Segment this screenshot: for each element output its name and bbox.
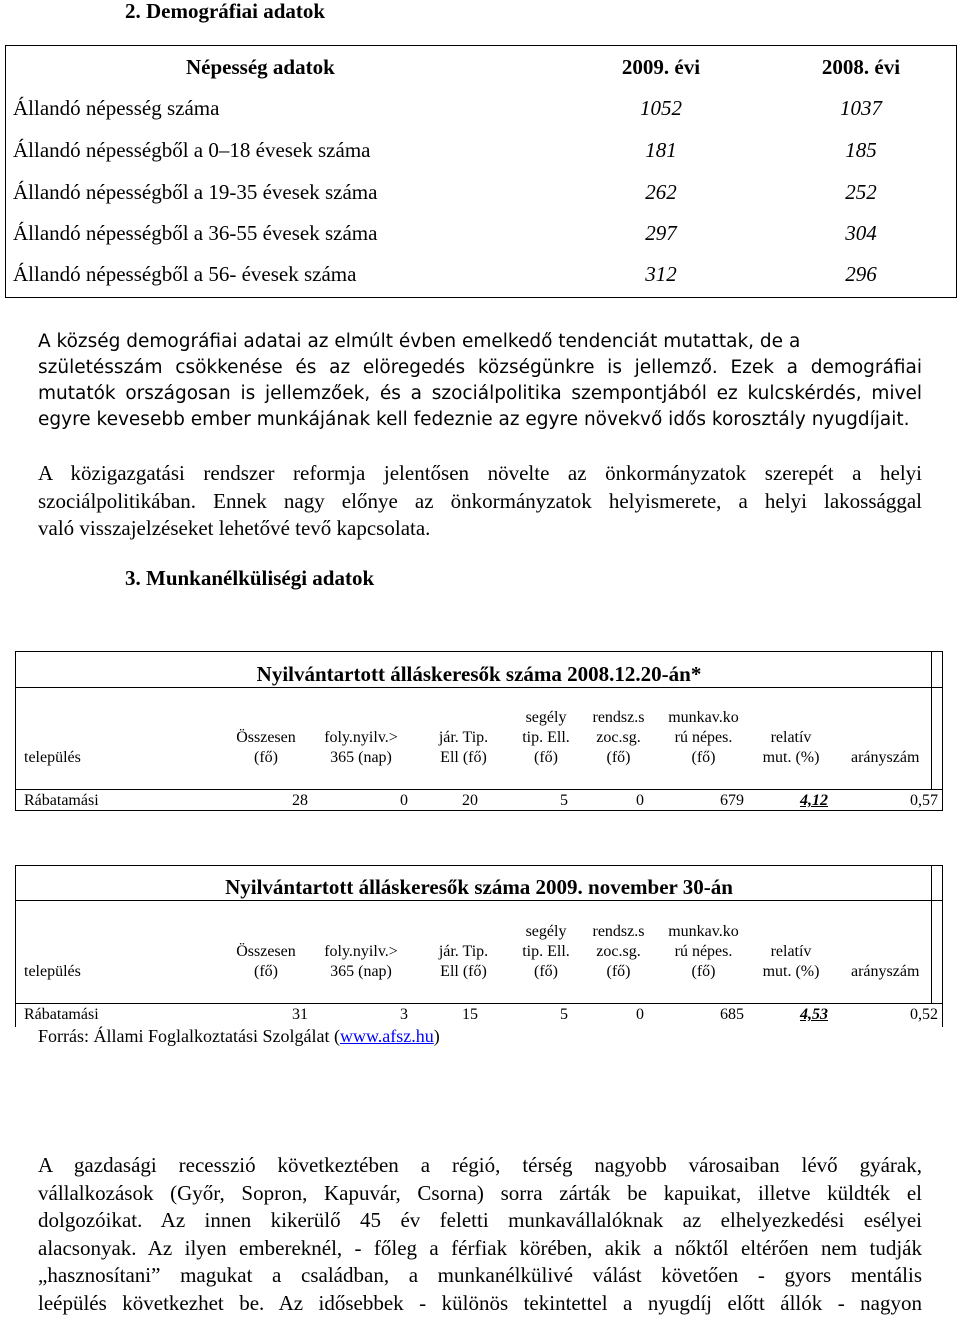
col-munkav-line1: munkav.ko — [668, 923, 739, 940]
value-2008: 296 — [845, 262, 877, 286]
col-munkav-line3: (fő) — [691, 963, 716, 980]
col-segely-line1: segély — [525, 923, 567, 940]
col-jar — [426, 942, 501, 982]
cell-jar: 20 — [462, 792, 478, 809]
cell-munkav: 685 — [720, 1006, 744, 1023]
table-row — [6, 87, 956, 129]
cell-segely: 5 — [560, 792, 568, 809]
col-jar-line2: Ell (fő) — [440, 749, 487, 766]
table-row — [6, 212, 956, 254]
value-2009: 297 — [645, 221, 677, 245]
col-foly-line1: foly.nyilv.> — [324, 943, 398, 960]
administration-paragraph — [38, 460, 922, 543]
section-title-demographics: 2. Demográfiai adatok — [125, 0, 326, 23]
paragraph-line: szociálpolitikában. Ennek nagy előnye az önkormányzatok helyismerete, a helyi lakossággal — [38, 488, 922, 513]
value-2009: 312 — [645, 262, 677, 286]
value-2009: 262 — [645, 180, 677, 204]
paragraph-line: alacsonyak. Az ilyen embereknél, - főleg a férfiak körében, akik a nőktől eltérően nem tudják — [38, 1235, 922, 1260]
table-row — [6, 129, 956, 171]
paragraph-line: egyre kevesebb ember munkájának kell fedeznie az egyre növekvő idős korosztály nyugdíjait. — [38, 409, 910, 430]
col-munkav-line1: munkav.ko — [668, 709, 739, 726]
col-munkav-line2: rú népes. — [674, 943, 733, 960]
header-2009: 2009. évi — [621, 55, 701, 79]
col-osszesen-line2: (fő) — [254, 963, 278, 980]
col-rendsz-line3: (fő) — [606, 749, 631, 766]
col-jar-line2: Ell (fő) — [440, 963, 487, 980]
col-munkav-line2: rú népes. — [674, 729, 733, 746]
col-osszesen — [231, 728, 301, 768]
cell-osszesen: 28 — [292, 792, 308, 809]
row-label: Állandó népességből a 19-35 évesek száma — [13, 180, 378, 204]
unemployment-table-2008 — [15, 651, 943, 811]
table-title: Nyilvántartott álláskeresők száma 2009. november 30-án — [225, 875, 733, 899]
paragraph-line: A gazdasági recesszió következtében a régió, térség nagyobb városaiban lévő gyárak, — [38, 1153, 922, 1177]
cell-foly: 0 — [400, 792, 408, 809]
paragraph-line: mutatók országosan is jellemzőek, és a szociálpolitika szempontjából ez kulcskérdés, mivel — [38, 383, 922, 404]
cell-jar: 15 — [462, 1006, 478, 1023]
col-rendsz-line1: rendsz.s — [592, 709, 645, 726]
recession-paragraph — [38, 1152, 922, 1318]
col-foly — [316, 728, 406, 768]
value-2008: 304 — [845, 221, 877, 245]
source-note — [38, 1026, 440, 1047]
value-2008: 1037 — [840, 96, 882, 120]
col-osszesen-line1: Összesen — [236, 943, 296, 960]
paragraph-line: leépülés következhet be. Az idősebbek - különös tekintettel a nyugdíj előtt állók - nagyon — [38, 1290, 922, 1315]
population-table-header — [6, 46, 956, 88]
col-rendsz-line2: zoc.sg. — [596, 729, 641, 746]
col-segely-line3: (fő) — [534, 963, 558, 980]
demographics-paragraph — [38, 329, 922, 433]
col-munkav — [661, 708, 746, 768]
cell-relativ: 4,53 — [800, 1006, 828, 1023]
col-relativ-line1: relatív — [770, 729, 812, 746]
col-munkav-line3: (fő) — [691, 749, 716, 766]
value-2008: 185 — [845, 138, 877, 162]
col-arany: arányszám — [851, 749, 920, 766]
col-segely-line2: tip. Ell. — [522, 943, 570, 960]
col-rendsz-line2: zoc.sg. — [596, 943, 641, 960]
col-arany: arányszám — [851, 963, 920, 980]
col-telepules: település — [24, 963, 81, 980]
col-segely — [511, 708, 581, 768]
col-osszesen-line1: Összesen — [236, 729, 296, 746]
cell-arany: 0,57 — [910, 792, 938, 809]
col-foly — [316, 942, 406, 982]
row-label: Állandó népességből a 56- évesek száma — [13, 262, 357, 286]
col-segely-line1: segély — [525, 709, 567, 726]
col-osszesen — [231, 942, 301, 982]
value-2008: 252 — [845, 180, 877, 204]
paragraph-line: dolgozóikat. Az innen kikerülő 45 év feletti munkavállalóknak az elhelyezkedési esélyei — [38, 1208, 922, 1233]
cell-name: Rábatamási — [24, 792, 99, 809]
cell-segely: 5 — [560, 1006, 568, 1023]
cell-arany: 0,52 — [910, 1006, 938, 1023]
col-jar-line1: jár. Tip. — [438, 729, 489, 746]
col-telepules: település — [24, 749, 81, 766]
source-link[interactable]: www.afsz.hu — [339, 1026, 434, 1046]
col-segely-line3: (fő) — [534, 749, 558, 766]
cell-relativ: 4,12 — [800, 792, 828, 809]
paragraph-line: való visszajelzéseket lehetővé tevő kapcsolata. — [38, 516, 431, 540]
col-rendsz-line1: rendsz.s — [592, 923, 645, 940]
source-prefix: Forrás: Állami Foglalkoztatási Szolgálat ( — [38, 1026, 340, 1046]
paragraph-line: születésszám csökkenése és az elöregedés községünkre is jellemző. Ezek a demográfiai — [38, 357, 922, 378]
table-row — [6, 253, 956, 295]
row-label: Állandó népességből a 0–18 évesek száma — [13, 138, 371, 162]
col-rendsz — [586, 708, 651, 768]
col-foly-line1: foly.nyilv.> — [324, 729, 398, 746]
section-title-unemployment: 3. Munkanélküliségi adatok — [125, 566, 375, 590]
col-relativ — [756, 942, 826, 982]
cell-name: Rábatamási — [24, 1006, 99, 1023]
paragraph-line: „hasznosítani” magukat a családban, a munkanélkülivé válást követően - gyors mentális — [38, 1263, 922, 1288]
col-relativ-line1: relatív — [770, 943, 812, 960]
table-title: Nyilvántartott álláskeresők száma 2008.12.20-án* — [256, 662, 702, 686]
cell-foly: 3 — [400, 1006, 408, 1023]
value-2009: 1052 — [640, 96, 682, 120]
col-munkav — [661, 922, 746, 982]
cell-osszesen: 31 — [292, 1006, 308, 1023]
col-segely — [511, 922, 581, 982]
cell-munkav: 679 — [720, 792, 744, 809]
row-label: Állandó népességből a 36-55 évesek száma — [13, 221, 378, 245]
col-jar — [426, 728, 501, 768]
header-2008: 2008. évi — [821, 55, 901, 79]
table-row — [6, 171, 956, 213]
col-jar-line1: jár. Tip. — [438, 943, 489, 960]
unemployment-table-2009 — [15, 865, 943, 1027]
col-osszesen-line2: (fő) — [254, 749, 278, 766]
header-label: Népesség adatok — [186, 55, 335, 79]
cell-rendsz: 0 — [636, 792, 644, 809]
paragraph-line: A közigazgatási rendszer reformja jelentősen növelte az önkormányzatok szerepét a helyi — [38, 461, 922, 485]
population-table — [5, 45, 957, 298]
paragraph-line: vállalkozások (Győr, Sopron, Kapuvár, Csorna) sorra zárták be kapuikat, illetve küldték el — [38, 1180, 922, 1205]
col-relativ-line2: mut. (%) — [762, 749, 820, 766]
col-rendsz — [586, 922, 651, 982]
col-segely-line2: tip. Ell. — [522, 729, 570, 746]
col-foly-line2: 365 (nap) — [330, 749, 392, 766]
col-relativ — [756, 728, 826, 768]
paragraph-line: A község demográfiai adatai az elmúlt évben emelkedő tendenciát mutattak, de a — [38, 331, 801, 352]
col-foly-line2: 365 (nap) — [330, 963, 392, 980]
col-relativ-line2: mut. (%) — [762, 963, 820, 980]
col-rendsz-line3: (fő) — [606, 963, 631, 980]
row-label: Állandó népesség száma — [13, 96, 220, 120]
source-suffix: ) — [433, 1026, 440, 1046]
value-2009: 181 — [645, 138, 677, 162]
cell-rendsz: 0 — [636, 1006, 644, 1023]
